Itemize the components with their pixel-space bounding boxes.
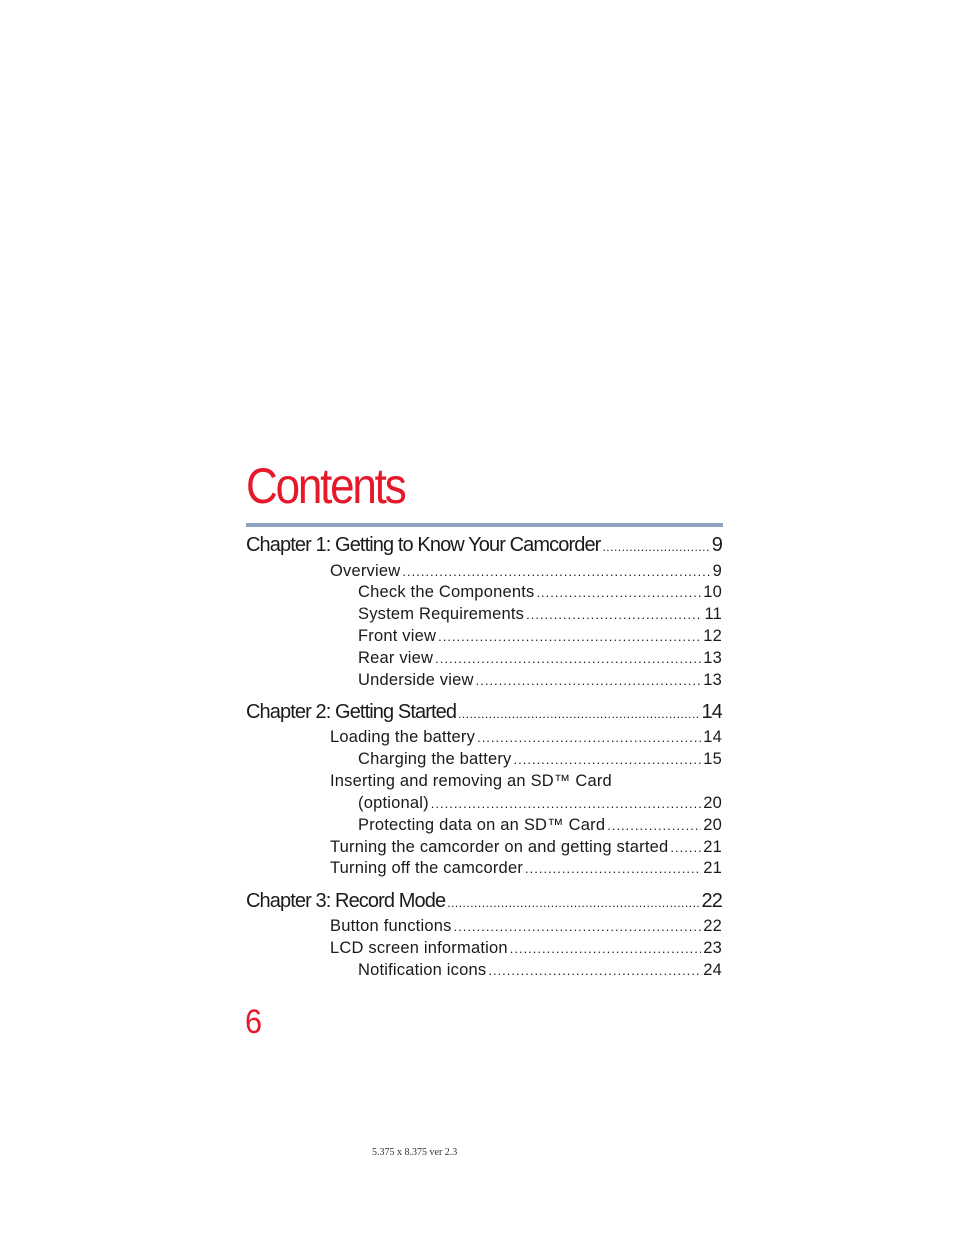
leader-dots [402, 564, 710, 579]
leader-dots [431, 796, 701, 811]
leader-dots [476, 673, 702, 688]
toc-entry-label: Charging the battery [358, 750, 512, 768]
leader-dots [526, 607, 702, 622]
toc-entry-label: Chapter 1: Getting to Know Your Camcorder [246, 534, 601, 556]
toc-entry-page: 13 [703, 671, 722, 689]
toc-entry-label: (optional) [358, 794, 429, 812]
leader-dots [447, 896, 699, 910]
leader-dots [438, 629, 701, 644]
toc-entry-page: 22 [703, 917, 722, 935]
leader-dots [536, 585, 701, 600]
toc-entry-lcd-screen-info[interactable] [330, 939, 722, 961]
toc-entry-page: 10 [703, 583, 722, 601]
leader-dots [488, 963, 701, 978]
toc-entry-loading-battery[interactable] [330, 728, 722, 750]
leader-dots [514, 752, 702, 767]
toc-chapter-2[interactable] [246, 701, 722, 727]
toc-entry-label: Check the Components [358, 583, 535, 601]
toc-entry-turning-off[interactable] [330, 859, 722, 881]
toc-entry-page: 12 [703, 627, 722, 645]
toc-entry-label: Protecting data on an SD™ Card [358, 816, 606, 834]
toc-entry-label: Loading the battery [330, 728, 476, 746]
toc-entry-check-components[interactable] [358, 583, 722, 605]
toc-entry-turning-on[interactable] [330, 838, 722, 860]
toc-entry-label: Front view [358, 627, 437, 645]
toc-entry-label: Chapter 3: Record Mode [246, 890, 446, 912]
toc-entry-page: 9 [711, 534, 722, 556]
toc-entry-page: 13 [703, 649, 722, 667]
toc-entry-page: 11 [704, 605, 722, 623]
toc-entry-overview[interactable] [330, 562, 722, 584]
page-number: 6 [245, 1003, 263, 1041]
toc-entry-label: System Requirements [358, 605, 525, 623]
leader-dots [435, 651, 701, 666]
toc-entry-underside-view[interactable] [358, 671, 722, 693]
toc-entry-label: LCD screen information [330, 939, 508, 957]
title-divider [246, 523, 723, 527]
toc-entry-system-requirements[interactable] [358, 605, 722, 627]
toc-entry-protecting-data[interactable] [358, 816, 722, 838]
toc-entry-page: 15 [703, 750, 722, 768]
toc-entry-page: 21 [703, 859, 722, 877]
leader-dots [670, 840, 701, 855]
leader-dots [607, 818, 701, 833]
toc-entry-page: 9 [712, 562, 722, 580]
toc-entry-page: 14 [703, 728, 722, 746]
leader-dots [458, 707, 699, 721]
toc-chapter-1[interactable] [246, 534, 722, 560]
toc-entry-label: Notification icons [358, 961, 487, 979]
toc-entry-notification-icons[interactable] [358, 961, 722, 983]
version-note: 5.375 x 8.375 ver 2.3 [372, 1147, 458, 1158]
toc-entry-inserting-sd-card[interactable] [330, 772, 612, 794]
toc-entry-label: Rear view [358, 649, 434, 667]
toc-entry-label: Button functions [330, 917, 452, 935]
toc-entry-label: Turning the camcorder on and getting started [330, 838, 669, 856]
page-title: Contents [246, 458, 405, 514]
toc-entry-label: Inserting and removing an SD™ Card [330, 772, 612, 790]
toc-entry-rear-view[interactable] [358, 649, 722, 671]
toc-entry-charging-battery[interactable] [358, 750, 722, 772]
toc-entry-label: Turning off the camcorder [330, 859, 524, 877]
toc-entry-page: 14 [701, 701, 722, 723]
toc-entry-page: 20 [703, 816, 722, 834]
toc-entry-button-functions[interactable] [330, 917, 722, 939]
toc-entry-page: 21 [703, 838, 722, 856]
leader-dots [510, 941, 702, 956]
toc-entry-page: 22 [701, 890, 722, 912]
leader-dots [477, 730, 701, 745]
toc-entry-label: Chapter 2: Getting Started [246, 701, 457, 723]
toc-entry-label: Overview [330, 562, 401, 580]
leader-dots [602, 540, 709, 554]
toc-entry-page: 24 [703, 961, 722, 979]
toc-entry-page: 20 [703, 794, 722, 812]
toc-entry-page: 23 [703, 939, 722, 957]
leader-dots [454, 919, 702, 934]
toc-entry-label: Underside view [358, 671, 474, 689]
toc-entry-sd-card-optional[interactable] [358, 794, 722, 816]
leader-dots [525, 861, 701, 876]
toc-chapter-3[interactable] [246, 890, 722, 916]
toc-entry-front-view[interactable] [358, 627, 722, 649]
